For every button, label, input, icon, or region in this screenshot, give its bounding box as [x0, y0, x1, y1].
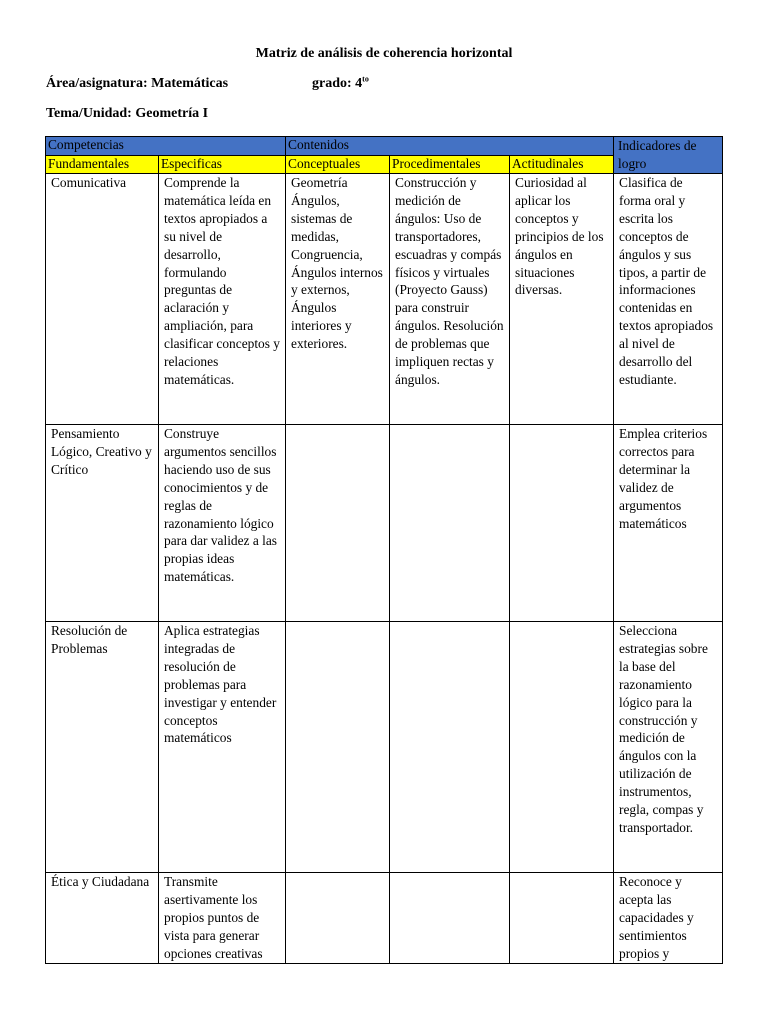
column-procedimentales: Procedimentales: [390, 155, 510, 174]
column-actitudinales: Actitudinales: [510, 155, 614, 174]
cell-conceptual: [286, 425, 390, 622]
grade-superscript: to: [362, 74, 369, 84]
table-row: [46, 622, 723, 873]
topic-unit-label: Tema/Unidad: Geometría I: [46, 106, 209, 121]
cell-indicador: Emplea criterios correctos para determinar la validez de argumentos matemáticos: [614, 425, 723, 622]
header-competencias: Competencias: [46, 137, 286, 156]
table-row: [46, 425, 723, 622]
table-row: [46, 174, 723, 425]
area-subject-label: Área/asignatura: Matemáticas: [46, 76, 229, 91]
cell-procedimental: [390, 425, 510, 622]
cell-especifica: Aplica estrategias integradas de resolución de problemas para investigar y entender conceptos matemáticos: [159, 622, 286, 873]
cell-conceptual: Geometría Ángulos, sistemas de medidas, Congruencia, Ángulos internos y externos, Ángulos interiores y exteriores.: [286, 174, 390, 425]
cell-procedimental: [390, 622, 510, 873]
cell-procedimental: [390, 873, 510, 964]
cell-indicador: Clasifica de forma oral y escrita los conceptos de ángulos y sus tipos, a partir de informaciones contenidas en textos apropiados al nivel de desarrollo del estudiante.: [614, 174, 723, 425]
coherence-matrix-table: [45, 136, 723, 964]
grade-label: [312, 76, 369, 92]
cell-conceptual: [286, 873, 390, 964]
cell-especifica: Transmite asertivamente los propios puntos de vista para generar opciones creativas: [159, 873, 286, 964]
cell-conceptual: [286, 622, 390, 873]
header-contenidos: Contenidos: [286, 137, 614, 156]
column-fundamentales: Fundamentales: [46, 155, 159, 174]
cell-actitudinal: Curiosidad al aplicar los conceptos y principios de los ángulos en situaciones diversas.: [510, 174, 614, 425]
header-indicadores-logro: Indicadores de logro: [614, 137, 723, 174]
cell-fundamental: Comunicativa: [46, 174, 159, 425]
cell-fundamental: Resolución de Problemas: [46, 622, 159, 873]
cell-actitudinal: [510, 873, 614, 964]
cell-indicador: Selecciona estrategias sobre la base del razonamiento lógico para la construcción y medición de ángulos con la utilización de instrumentos, regla, compas y transportador.: [614, 622, 723, 873]
cell-fundamental: Ética y Ciudadana: [46, 873, 159, 964]
column-conceptuales: Conceptuales: [286, 155, 390, 174]
cell-especifica: Construye argumentos sencillos haciendo uso de sus conocimientos y de reglas de razonamiento lógico para dar validez a las propias ideas matemáticas.: [159, 425, 286, 622]
column-especificas: Especificas: [159, 155, 286, 174]
header-group-row: [46, 137, 723, 156]
document-title: Matriz de análisis de coherencia horizontal: [255, 46, 513, 61]
cell-actitudinal: [510, 622, 614, 873]
cell-actitudinal: [510, 425, 614, 622]
cell-procedimental: Construcción y medición de ángulos: Uso de transportadores, escuadras y compás físicos y virtuales (Proyecto Gauss) para construir ángulos. Resolución de problemas que impliquen rectas y ángulos.: [390, 174, 510, 425]
grade-text: grado: 4: [312, 76, 363, 91]
cell-fundamental: Pensamiento Lógico, Creativo y Crítico: [46, 425, 159, 622]
table-row: [46, 873, 723, 964]
cell-especifica: Comprende la matemática leída en textos apropiados a su nivel de desarrollo, formulando preguntas de aclaración y ampliación, para clasificar conceptos y relaciones matemáticas.: [159, 174, 286, 425]
cell-indicador: Reconoce y acepta las capacidades y sentimientos propios y: [614, 873, 723, 964]
